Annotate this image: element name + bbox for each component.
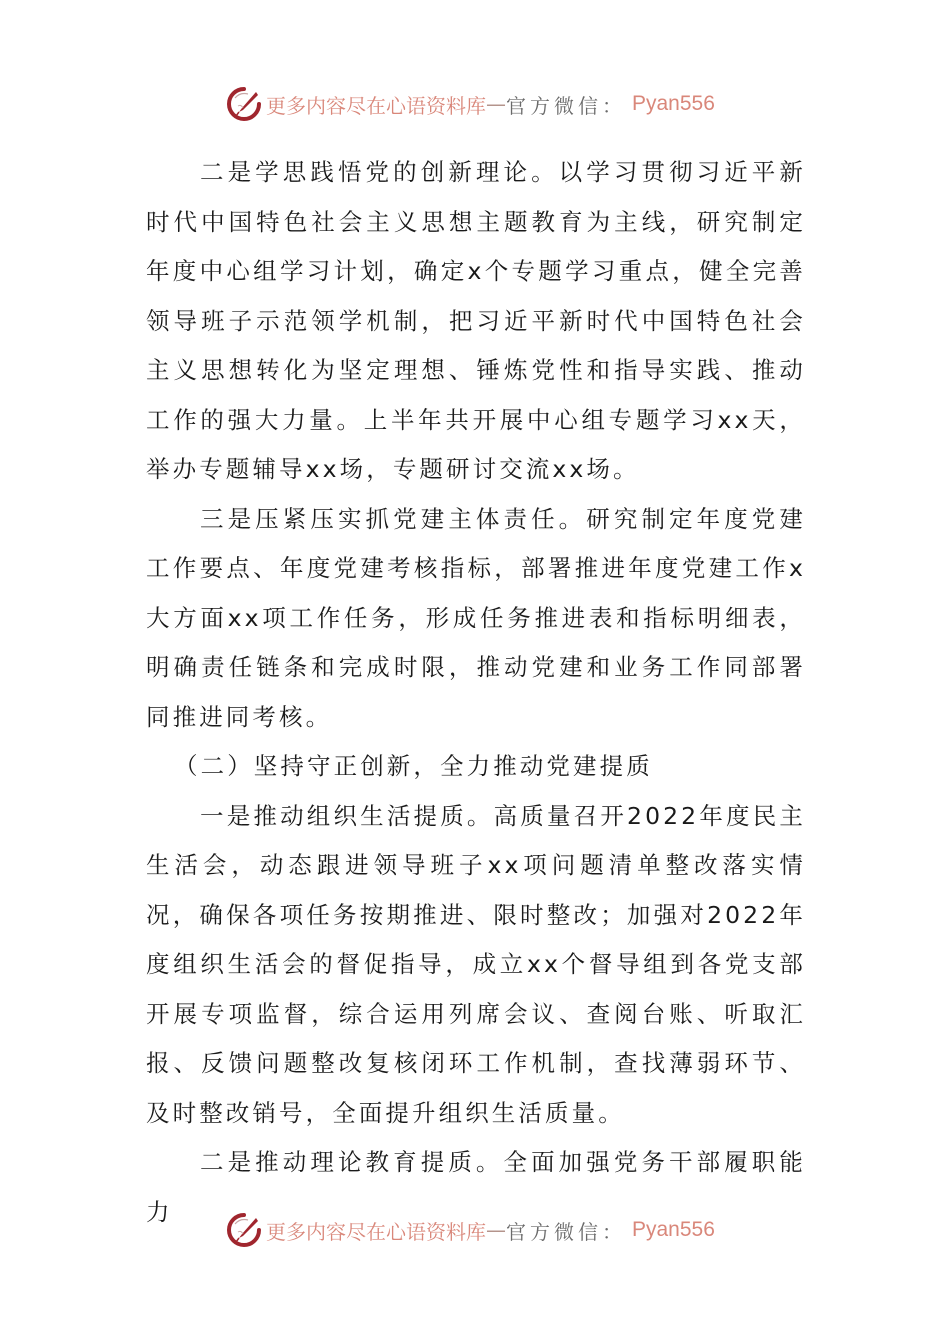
section-heading-2: （二）坚持守正创新，全力推动党建提质 — [174, 752, 653, 780]
watermark-brand-text: 更多内容尽在心语资料库 — [266, 1219, 486, 1244]
watermark-label: 官方微信： — [506, 93, 626, 118]
watermark-wechat-id: Pyan556 — [632, 92, 715, 115]
paragraph-party-responsibility: 三是压紧压实抓党建主体责任。研究制定年度党建工作要点、年度党建考核指标，部署推进年度党建工作x大方面xx项工作任务，形成任务推进表和指标明细表，明确责任链条和完成时限，推动党建和业务工作同部署同推进同考核。 — [146, 504, 806, 731]
watermark-brand-text: 更多内容尽在心语资料库 — [266, 93, 486, 118]
paragraph-theory-education: 二是推动理论教育提质。全面加强党务干部履职能力 — [146, 1148, 806, 1226]
document-body — [146, 148, 806, 1237]
watermark-dash: — — [486, 1218, 506, 1242]
header-watermark — [226, 84, 715, 124]
paragraph-organization-life: 一是推动组织生活提质。高质量召开2022年度民主生活会，动态跟进领导班子xx项问题清单整改落实情况，确保各项任务按期推进、限时整改；加强对2022年度组织生活会的督促指导，成立xx个督导组到各党支部开展专项监督，综合运用列席会议、查阅台账、听取汇报、反馈问题整改复核闭环工作机制，查找薄弱环节、及时整改销号，全面提升组织生活质量。 — [146, 801, 806, 1127]
watermark-label: 官方微信： — [506, 1219, 626, 1244]
watermark-dash: — — [486, 92, 506, 116]
paragraph-study-theory: 二是学思践悟党的创新理论。以学习贯彻习近平新时代中国特色社会主义思想主题教育为主线，研究制定年度中心组学习计划，确定x个专题学习重点，健全完善领导班子示范领学机制，把习近平新时代中国特色社会主义思想转化为坚定理想、锤炼党性和指导实践、推动工作的强大力量。上半年共开展中心组专题学习xx天，举办专题辅导xx场，专题研讨交流xx场。 — [146, 158, 806, 483]
quill-pen-logo-icon — [226, 86, 262, 122]
quill-pen-logo-icon — [226, 1212, 262, 1248]
watermark-wechat-id: Pyan556 — [632, 1218, 715, 1241]
footer-watermark — [226, 1210, 715, 1250]
